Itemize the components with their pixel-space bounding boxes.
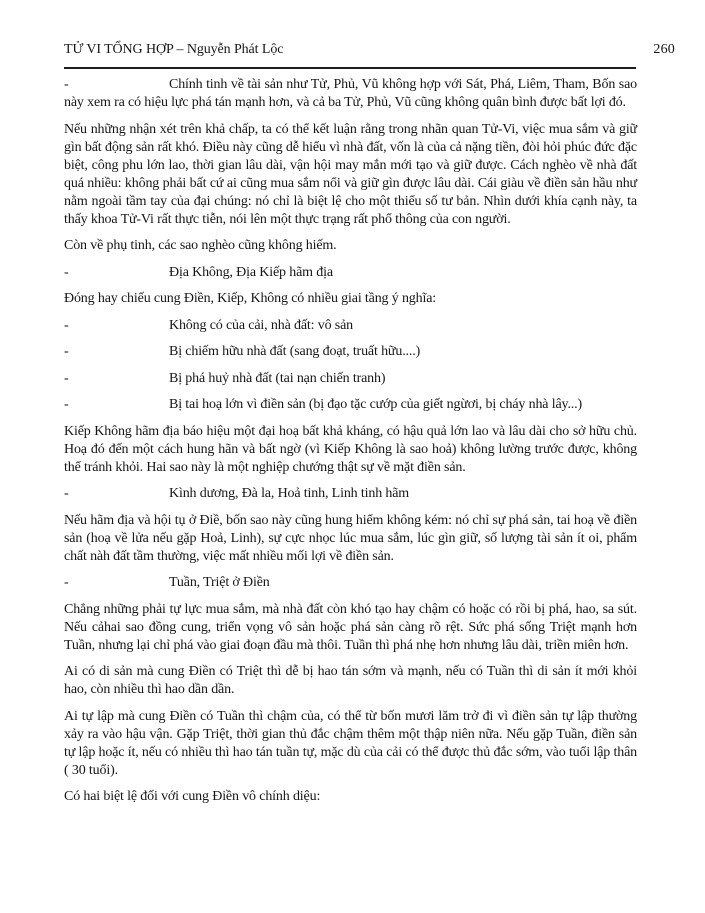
dash-marker: - [64,317,69,333]
dash-item-text: Kình dương, Đà la, Hoả tinh, Linh tinh hãm [169,486,410,501]
dash-item-paragraph [64,264,637,282]
paragraph: Ai có di sản mà cung Điền có Triệt thì dễ bị hao tán sớm và mạnh, nếu có Tuần thì di sản ít mới khỏi hao, còn nhiều thì hao dần dần. [64,664,637,697]
dash-item-paragraph [64,485,637,503]
page-header [64,42,675,58]
dash-item-text: Không có của cải, nhà đất: vô sản [169,317,353,333]
paragraph: Nếu những nhận xét trên khả chấp, ta có thể kết luận rằng trong nhãn quan Tử-Vi, việc mua sắm và giữ gìn bất động sản rất khó. Điều này cũng dễ hiểu vì nhà đất, vốn là của cả nặng tiền, đòi hỏi phúc đức đặc biệt, công phu lớn lao, thời gian lâu dài, vận hội may mắn mới tạo và giữ được. Cách nghèo về nhà đất quá nhiều: không phải bất cứ ai cũng mua sắm nổi và giữ gìn được lâu dài. Cái giàu về điền sản hầu như nằm ngoài tầm tay của đại chúng: nó chỉ là biệt lệ cho một thiểu số tư bản. Nhìn dưới khía cạnh này, ta thấy khoa Tử-Vi rất thực tiễn, nói lên một thực trạng rất phổ thông của con người. [64,121,637,227]
dash-marker: - [64,370,69,386]
paragraph: Chẳng những phải tự lực mua sắm, mà nhà đất còn khó tạo hay chậm có hoặc có rồi bị phá, hao, sa sút. Nếu cảhai sao đồng cung, triển vọng vô sản hoặc phá sản càng rõ rệt. Sức phá sống Triệt mạnh hơn Tuần, nhưng lại chỉ phá vào giai đoạn đầu mà thôi. Tuần thì phá nhẹ hơn nhưng lâu dài, triền miên hơn. [64,601,637,653]
paragraph: Còn về phụ tinh, các sao nghèo cũng không hiếm. [64,238,337,253]
dash-marker: - [64,344,69,359]
dash-item-text: Bị phá huỷ nhà đất (tai nạn chiến tranh) [169,370,386,386]
header-divider-line [64,67,636,69]
dash-item-paragraph [64,76,637,112]
dash-item-text: Tuần, Triệt ở Điền [169,575,270,590]
body-text [64,76,637,806]
paragraph: Có hai biệt lệ đối với cung Điền vô chính diệu: [64,789,321,804]
dash-item-text: Địa Không, Địa Kiếp hãm địa [169,264,333,280]
running-title: TỬ VI TỔNG HỢP – Nguyễn Phát Lộc [64,42,284,57]
dash-item-paragraph [64,574,637,592]
dash-item-paragraph [64,317,637,335]
paragraph: Nếu hãm địa và hội tụ ở Điề, bốn sao này cũng hung hiểm không kém: nó chỉ sự phá sản, tai hoạ về điền sản (hoạ về lửa nếu gặp Hoả, Linh), sự cực nhọc lúc mua sắm, lúc gìn giữ, số lượng tài sản ít oi, phẩm chất nàh đất tầm thường, việc mất nhiều mối lợi về điền sản. [64,512,637,564]
dash-marker: - [64,486,69,501]
dash-item-text: Bị tai hoạ lớn vì điền sản (bị đạo tặc cướp của giết ngừơi, bị cháy nhà lây...) [169,397,583,412]
page-number: 260 [653,42,675,57]
paragraph: Ai tự lập mà cung Điền có Tuần thì chậm của, có thể từ bốn mươi lăm trở đi vì điền sản tự lập thường xảy ra vào hậu vận. Gặp Triệt, thời gian thủ đắc chậm thêm một thập niên nữa. Nếu gặp Tuần, điền sản tự lập hoặc ít, nếu có nhiều thì hao tán tuần tự, mặc dù của cải có thể được thủ đắc sớm, vào tuổi lập thân ( 30 tuổi). [64,708,637,778]
dash-item-text: Bị chiếm hữu nhà đất (sang đoạt, truất hữu....) [169,344,421,359]
dash-marker: - [64,575,69,590]
dash-marker: - [64,397,69,412]
dash-item-paragraph [64,343,637,361]
dash-item-text: Chính tinh về tài sản như Tử, Phủ, Vũ không hợp với Sát, Phá, Liêm, Tham, Bốn sao này xem ra có hiệu lực phá tán mạnh hơn, và cả ba Tử, Phủ, Vũ cũng không quân bình được bất lợi đó. [64,77,637,110]
dash-marker: - [64,264,69,280]
dash-marker: - [64,77,69,92]
dash-item-paragraph [64,370,637,388]
paragraph: Kiếp Không hãm địa báo hiệu một đại hoạ bất khả kháng, có hậu quả lớn lao và lâu dài cho sở hữu chủ. Hoạ đó đến một cách hung hãn và bất ngờ (vì Kiếp Không là sao hoả) không lường trước được, không thể tránh khỏi. Hai sao này là một nghiệp chướng thật sự về mặt điền sản. [64,423,637,475]
paragraph: Đóng hay chiếu cung Điền, Kiếp, Không có nhiều giai tầng ý nghĩa: [64,291,437,306]
dash-item-paragraph [64,396,637,414]
